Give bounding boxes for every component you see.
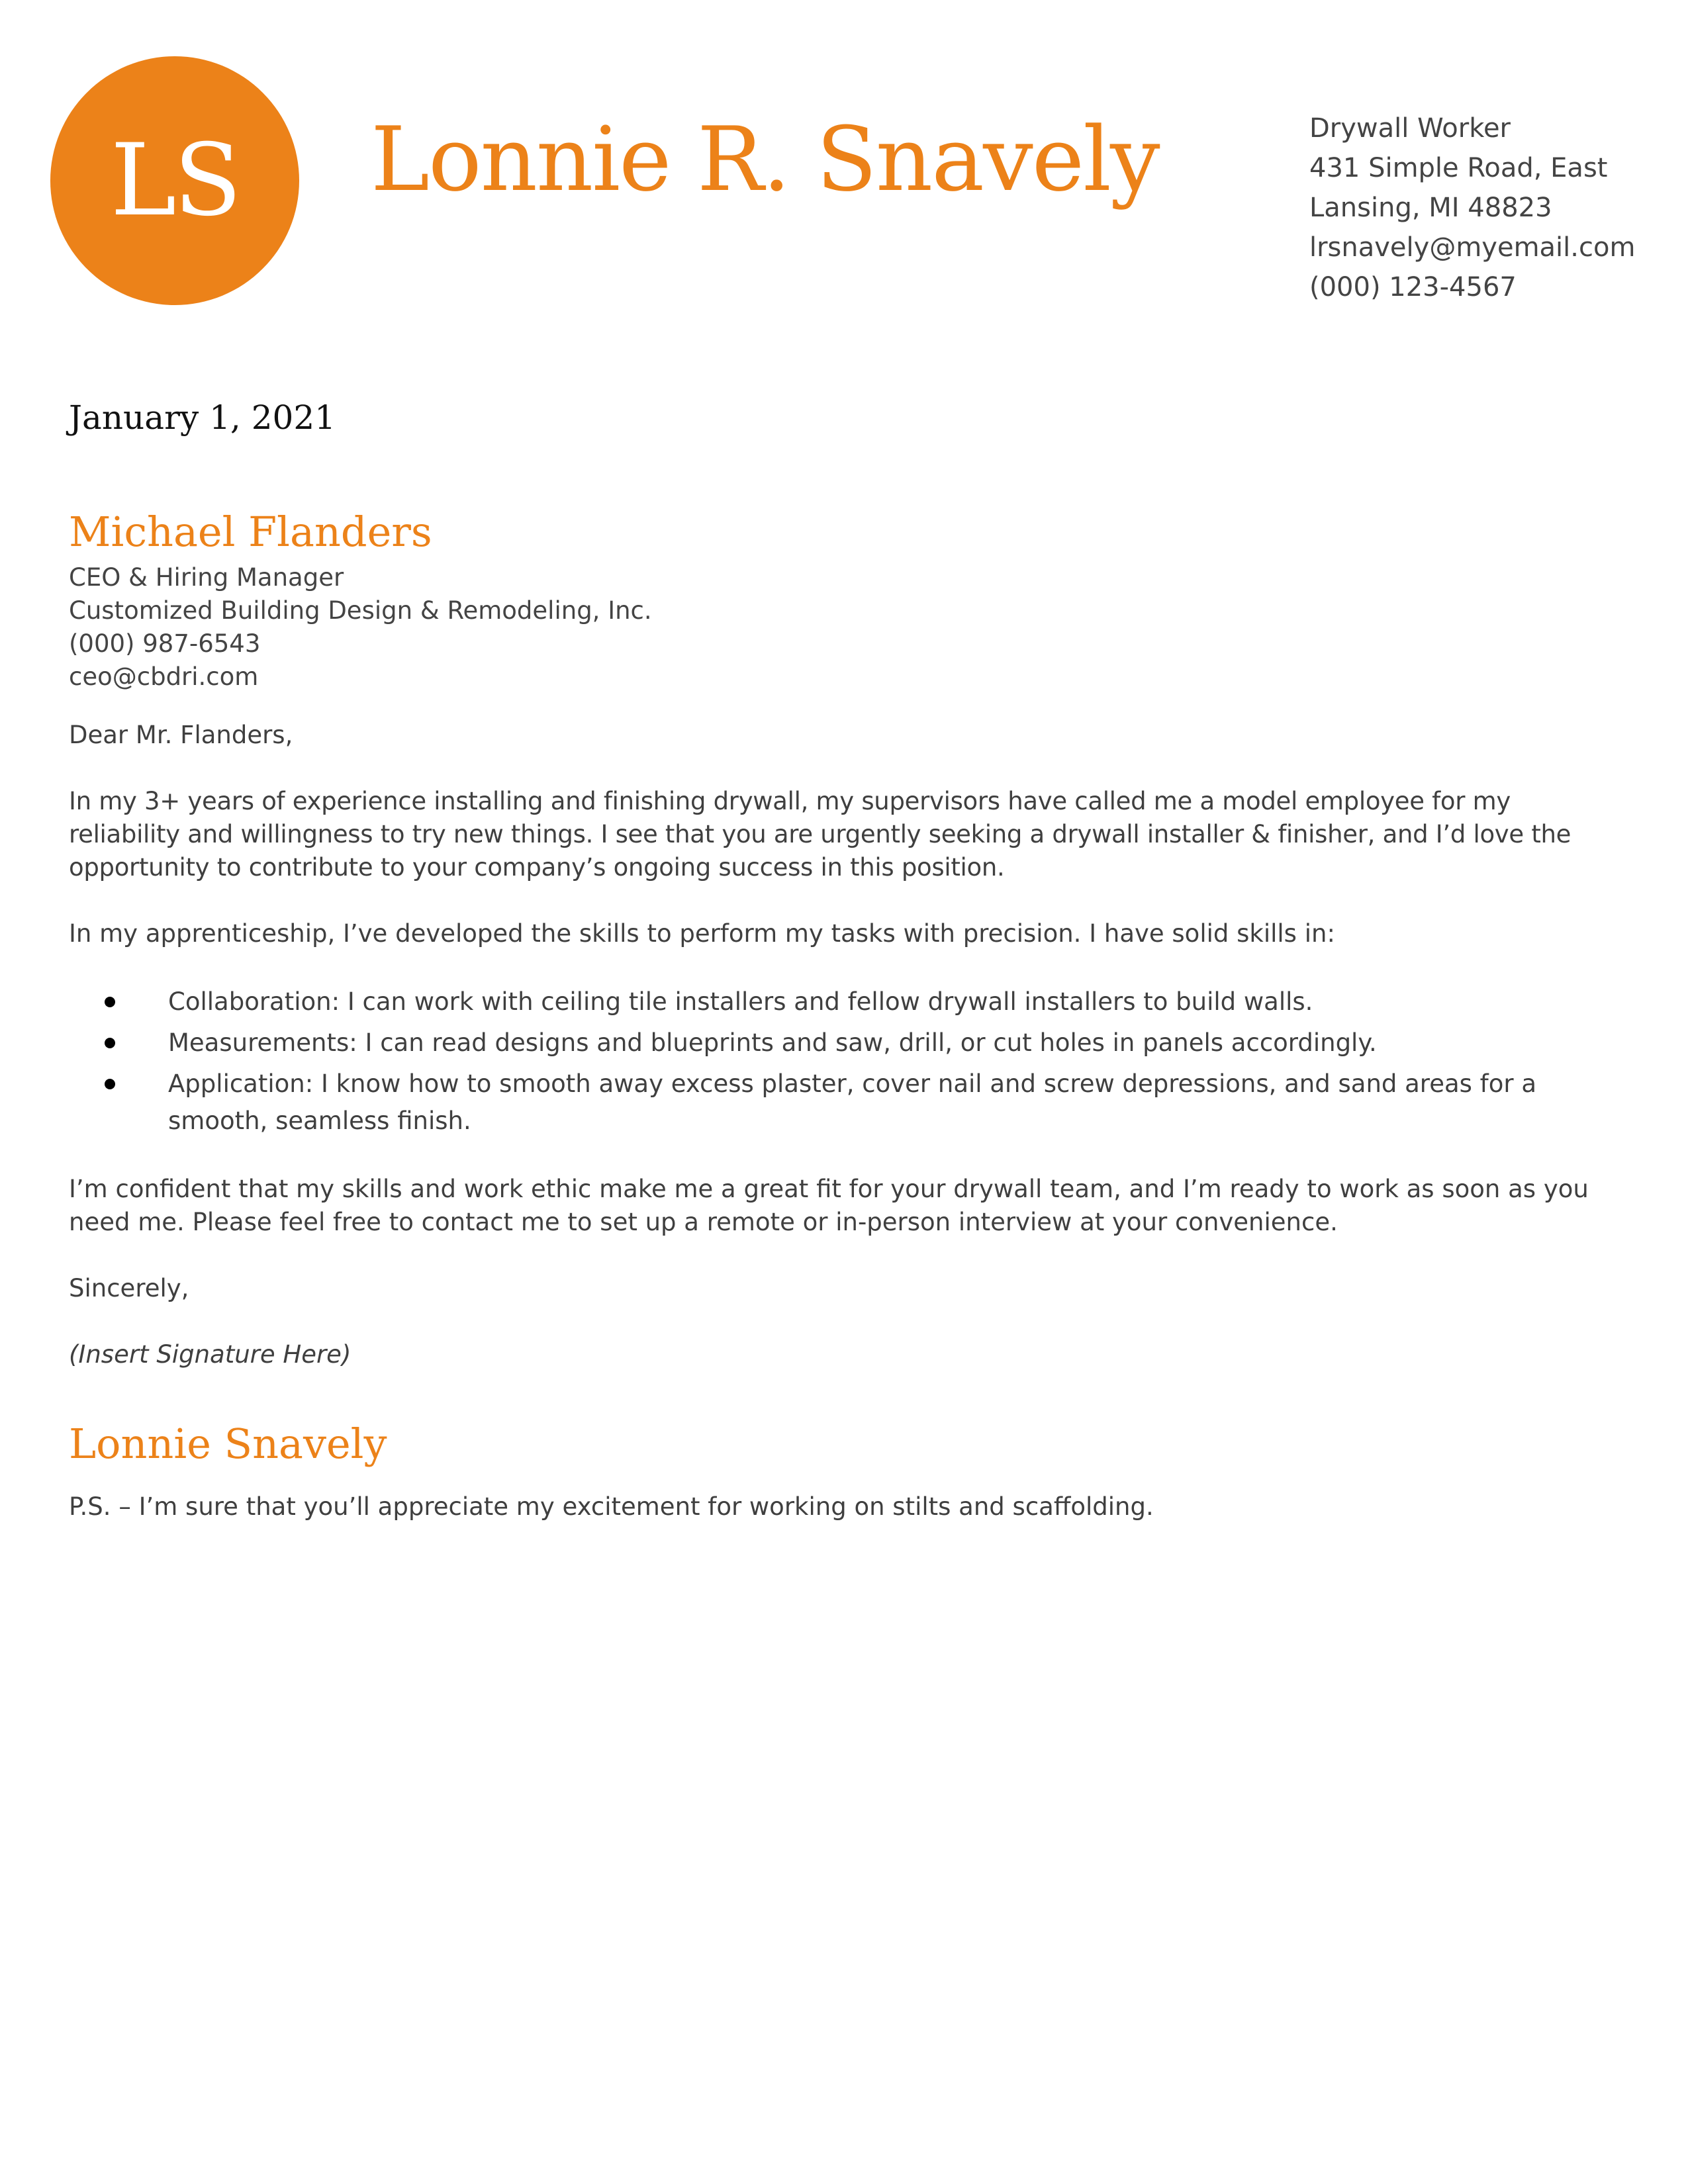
letter-body [69,719,1618,1524]
skill-text: Collaboration: I can work with ceiling tile installers and fellow drywall installers to build walls. [168,987,1313,1016]
applicant-name: Lonnie R. Snavely [371,108,1159,211]
skills-list [69,983,1618,1140]
salutation: Dear Mr. Flanders, [69,721,293,749]
recipient-phone: (000) 987-6543 [69,629,261,658]
contact-block [1309,109,1654,307]
signature-placeholder: (Insert Signature Here) [69,1340,352,1369]
list-item [69,1024,1618,1062]
bullet-icon [105,1079,115,1089]
intro-paragraph: In my 3+ years of experience installing and finishing drywall, my supervisors have called me a model employee for my reliability and willingness to try new things. I see that you are urgently seeking a drywall installer & finisher, and I’d love the opportunity to contribute to your company’s ongoing success in this position. [69,787,1571,882]
bullet-icon [105,997,115,1007]
letter-date: January 1, 2021 [69,398,336,437]
signer-name: Lonnie Snavely [69,1420,387,1468]
skill-text: Application: I know how to smooth away excess plaster, cover nail and screw depressions, and sand areas for a smooth, seamless finish. [168,1069,1536,1135]
closing-paragraph: I’m confident that my skills and work ethic make me a great fit for your drywall team, and I’m ready to work as soon as you need me. Please feel free to contact me to set up a remote or in-person interview at your convenience. [69,1175,1589,1236]
recipient-block [69,506,1260,694]
postscript: P.S. – I’m sure that you’ll appreciate my excitement for working on stilts and scaffolding. [69,1492,1154,1521]
address-line-1: 431 Simple Road, East [1309,153,1608,183]
applicant-email: lrsnavely@myemail.com [1309,232,1636,263]
recipient-name: Michael Flanders [69,508,432,556]
applicant-phone: (000) 123-4567 [1309,272,1517,302]
address-line-2: Lansing, MI 48823 [1309,193,1552,223]
skill-text: Measurements: I can read designs and blueprints and saw, drill, or cut holes in panels accordingly. [168,1028,1377,1057]
job-title: Drywall Worker [1309,113,1511,144]
skills-intro-paragraph: In my apprenticeship, I’ve developed the skills to perform my tasks with precision. I have solid skills in: [69,919,1335,948]
recipient-email: ceo@cbdri.com [69,662,259,691]
list-item [69,983,1618,1021]
bullet-icon [105,1038,115,1048]
recipient-title: CEO & Hiring Manager [69,563,344,592]
list-item [69,1066,1618,1140]
monogram-initials: LS [110,123,240,238]
monogram-badge [50,56,299,305]
recipient-company: Customized Building Design & Remodeling, Inc. [69,596,652,625]
closing: Sincerely, [69,1274,189,1302]
